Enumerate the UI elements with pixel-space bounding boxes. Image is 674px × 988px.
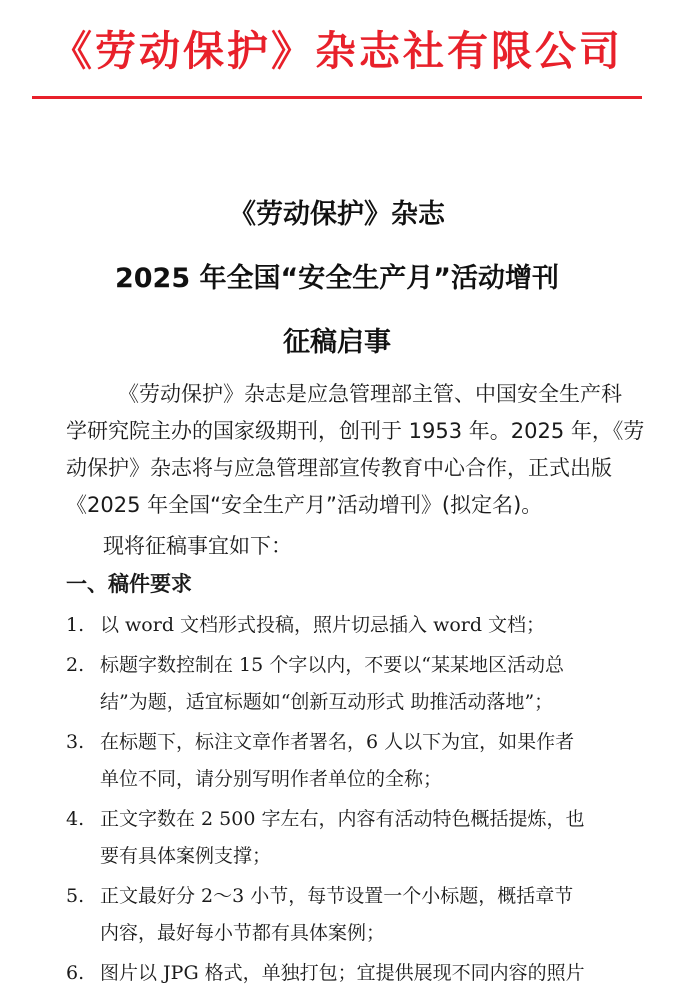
list-item-continuation: 要有具体案例支撑； bbox=[100, 845, 272, 867]
list-item bbox=[66, 610, 545, 637]
list-item-continuation: 内容，最好每小节都有具体案例； bbox=[100, 922, 386, 944]
list-item-text: 图片以 JPG 格式，单独打包；宜提供展现不同内容的照片 bbox=[100, 962, 585, 984]
list-item bbox=[66, 804, 584, 831]
letterhead-org-name: 《劳动保护》杂志社有限公司 bbox=[51, 27, 623, 75]
title-line-1: 《劳动保护》杂志 bbox=[229, 199, 445, 230]
list-item-text: 正文字数在 2 500 字左右，内容有活动特色概括提炼，也 bbox=[100, 808, 585, 830]
list-item bbox=[66, 727, 574, 754]
intro-line-1: 《劳动保护》杂志是应急管理部主管、中国安全生产科 bbox=[118, 382, 622, 406]
list-item-text: 正文最好分 2～3 小节，每节设置一个小标题，概括章节 bbox=[100, 885, 574, 907]
list-item-number: 3. bbox=[66, 731, 85, 753]
list-item bbox=[66, 958, 585, 985]
intro-line-3: 动保护》杂志将与应急管理部宣传教育中心合作，正式出版 bbox=[66, 456, 612, 480]
letterhead-red-rule bbox=[32, 96, 642, 99]
list-item-number: 6. bbox=[66, 962, 85, 984]
list-item-continuation: 单位不同，请分别写明作者单位的全称； bbox=[100, 768, 443, 790]
list-item bbox=[66, 881, 573, 908]
title-line-3: 征稿启事 bbox=[283, 327, 391, 358]
list-item-number: 2. bbox=[66, 654, 85, 676]
intro-lead: 现将征稿事宜如下： bbox=[103, 534, 292, 558]
list-item-number: 5. bbox=[66, 885, 85, 907]
list-item-text: 标题字数控制在 15 个字以内，不要以“某某地区活动总 bbox=[100, 654, 564, 676]
title-line-2: 2025 年全国“安全生产月”活动增刊 bbox=[114, 263, 560, 294]
section-heading: 一、稿件要求 bbox=[66, 572, 192, 596]
list-item-number: 1. bbox=[66, 614, 85, 636]
list-item-text: 以 word 文档形式投稿，照片切忌插入 word 文档； bbox=[100, 614, 546, 636]
list-item-number: 4. bbox=[66, 808, 85, 830]
list-item bbox=[66, 650, 564, 677]
intro-line-4: 《2025 年全国“安全生产月”活动增刊》(拟定名)。 bbox=[66, 493, 543, 517]
list-item-text: 在标题下，标注文章作者署名，6 人以下为宜，如果作者 bbox=[100, 731, 575, 753]
list-item-continuation: 结”为题，适宜标题如“创新互动形式 助推活动落地”； bbox=[100, 691, 554, 713]
intro-line-2: 学研究院主办的国家级期刊，创刊于 1953 年。2025 年，《劳 bbox=[66, 419, 645, 443]
